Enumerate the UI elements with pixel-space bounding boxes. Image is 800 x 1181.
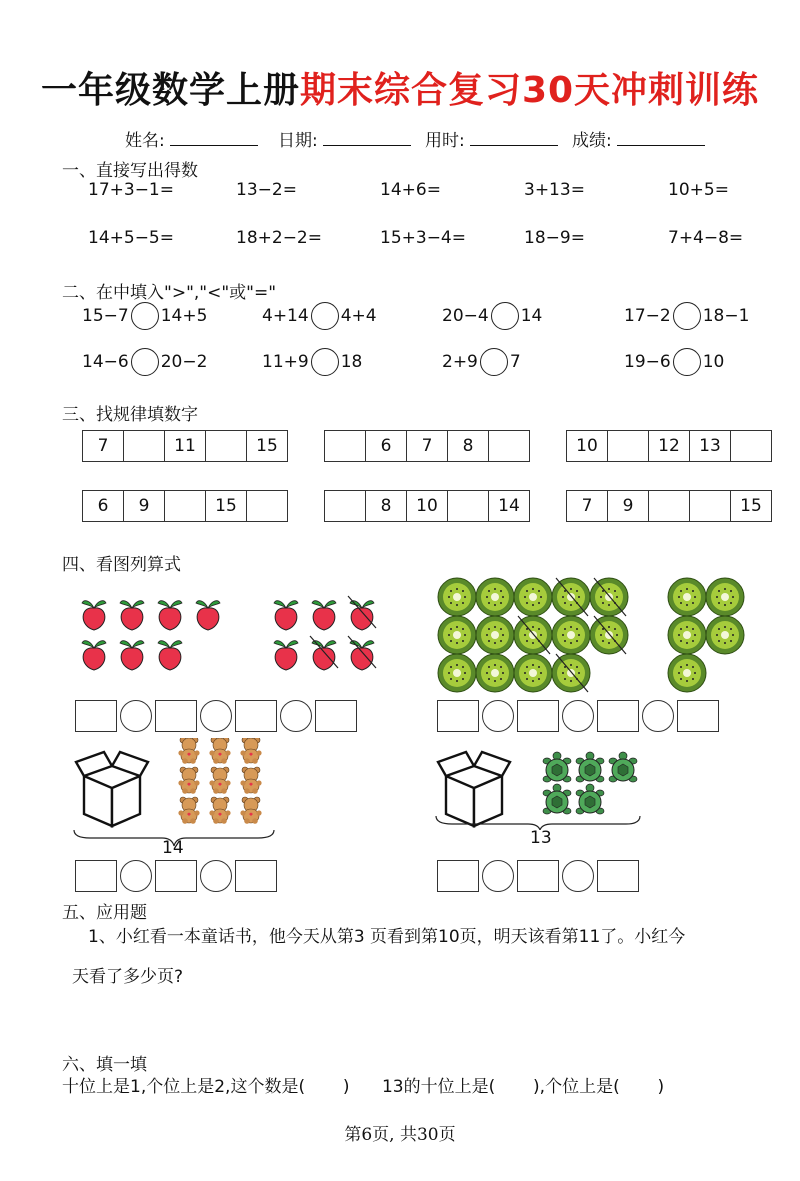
- teddy-bear-icon: [209, 767, 230, 794]
- comparison-left: 19−6: [624, 352, 671, 372]
- peach-icon: [82, 641, 106, 670]
- compare-circle[interactable]: [311, 348, 339, 376]
- section-6-heading: 六、填一填: [62, 1055, 147, 1075]
- answer-box[interactable]: [517, 860, 559, 892]
- page-title: [0, 62, 800, 113]
- kiwi-icon: [514, 616, 552, 654]
- operator-circle[interactable]: [200, 700, 232, 732]
- teddy-bear-icon: [178, 797, 199, 824]
- comparison-item: [442, 348, 521, 376]
- sequence-table: [566, 430, 772, 462]
- sequence-cell[interactable]: [165, 491, 206, 522]
- sequence-table: [324, 490, 530, 522]
- fill-line: 十位上是1,个位上是2,这个数是( ) 13的十位上是( ),个位上是( ): [62, 1077, 665, 1097]
- name-label: 姓名:: [125, 131, 165, 151]
- compare-circle[interactable]: [131, 302, 159, 330]
- answer-box[interactable]: [315, 700, 357, 732]
- answer-row-turtles: [437, 860, 639, 892]
- teddy-bear-icon: [209, 738, 230, 764]
- kiwi-icon: [668, 616, 706, 654]
- peach-icon: [120, 601, 144, 630]
- comparison-left: 17−2: [624, 306, 671, 326]
- teddy-bear-icon: [209, 797, 230, 824]
- compare-circle[interactable]: [131, 348, 159, 376]
- answer-box[interactable]: [517, 700, 559, 732]
- equation: 10+5=: [668, 180, 729, 200]
- comparison-left: 20−4: [442, 306, 489, 326]
- answer-box[interactable]: [677, 700, 719, 732]
- sequence-cell: 14: [489, 491, 530, 522]
- answer-box[interactable]: [437, 700, 479, 732]
- kiwi-icon: [438, 578, 476, 616]
- name-blank[interactable]: [170, 129, 258, 146]
- kiwi-icon: [590, 578, 628, 616]
- answer-box[interactable]: [437, 860, 479, 892]
- kiwi-icon: [476, 578, 514, 616]
- kiwi-icon: [590, 616, 628, 654]
- time-field: [425, 126, 558, 151]
- sequence-cell: 12: [649, 431, 690, 462]
- sequence-cell[interactable]: [325, 491, 366, 522]
- answer-box[interactable]: [75, 700, 117, 732]
- operator-circle[interactable]: [642, 700, 674, 732]
- title-red: 期末综合复习30天冲刺训练: [299, 70, 760, 111]
- kiwi-icon: [552, 616, 590, 654]
- compare-circle[interactable]: [491, 302, 519, 330]
- sequence-cell: 7: [567, 491, 608, 522]
- answer-row-bears: [75, 860, 277, 892]
- equation: 7+4−8=: [668, 228, 744, 248]
- peach-icon: [274, 601, 298, 630]
- section-2-heading: 二、在中填入">","<"或"=": [62, 283, 277, 303]
- peach-icon: [82, 601, 106, 630]
- compare-circle[interactable]: [673, 302, 701, 330]
- comparison-right: 14: [520, 306, 543, 326]
- sequence-cell: 15: [247, 431, 288, 462]
- equation: 14+5−5=: [88, 228, 174, 248]
- answer-box[interactable]: [155, 700, 197, 732]
- sequence-cell: 9: [608, 491, 649, 522]
- peach-icon: [312, 601, 336, 630]
- comparison-left: 15−7: [82, 306, 129, 326]
- comparison-item: [262, 302, 377, 330]
- sequence-cell: 9: [124, 491, 165, 522]
- equation: 3+13=: [524, 180, 585, 200]
- operator-circle[interactable]: [562, 700, 594, 732]
- comparison-right: 14+5: [160, 306, 208, 326]
- comparison-right: 18−1: [702, 306, 750, 326]
- bears-picture: [70, 738, 280, 848]
- answer-row-kiwi: [437, 700, 719, 732]
- sequence-cell[interactable]: [206, 431, 247, 462]
- peach-icon: [350, 601, 374, 630]
- answer-box[interactable]: [235, 860, 277, 892]
- sequence-table: [82, 490, 288, 522]
- date-blank[interactable]: [323, 129, 411, 146]
- turtles-picture: [432, 738, 647, 830]
- equation: 13−2=: [236, 180, 297, 200]
- turtle-icon: [576, 752, 604, 782]
- compare-circle[interactable]: [673, 348, 701, 376]
- date-field: [278, 126, 411, 151]
- box-icon: [76, 752, 148, 826]
- teddy-bear-icon: [240, 797, 261, 824]
- kiwi-icon: [668, 654, 706, 692]
- kiwi-icon: [706, 616, 744, 654]
- sequence-cell[interactable]: [124, 431, 165, 462]
- turtles-total: 13: [530, 828, 552, 848]
- turtle-icon: [543, 784, 571, 814]
- sequence-cell[interactable]: [690, 491, 731, 522]
- equation: 18+2−2=: [236, 228, 322, 248]
- comparison-item: [624, 348, 724, 376]
- sequence-cell: 13: [690, 431, 731, 462]
- comparison-left: 14−6: [82, 352, 129, 372]
- sequence-table: [566, 490, 772, 522]
- operator-circle[interactable]: [562, 860, 594, 892]
- sequence-cell: 10: [567, 431, 608, 462]
- sequence-cell[interactable]: [247, 491, 288, 522]
- answer-box[interactable]: [597, 860, 639, 892]
- teddy-bear-icon: [240, 767, 261, 794]
- comparison-left: 4+14: [262, 306, 309, 326]
- peach-icon: [158, 601, 182, 630]
- kiwi-icon: [706, 578, 744, 616]
- operator-circle[interactable]: [482, 700, 514, 732]
- comparison-item: [624, 302, 749, 330]
- kiwi-icon: [476, 616, 514, 654]
- problem-line-2: 天看了多少页?: [72, 967, 184, 987]
- sequence-table: [82, 430, 288, 462]
- fruit-picture: [70, 590, 390, 680]
- turtle-icon: [609, 752, 637, 782]
- section-3-heading: 三、找规律填数字: [62, 405, 198, 425]
- sequence-cell: 10: [407, 491, 448, 522]
- compare-circle[interactable]: [480, 348, 508, 376]
- sequence-cell: 15: [206, 491, 247, 522]
- equation: 15+3−4=: [380, 228, 466, 248]
- equation: 14+6=: [380, 180, 441, 200]
- kiwi-icon: [514, 578, 552, 616]
- problem-line-1: 1、小红看一本童话书，他今天从第3 页看到第10页，明天该看第11了。小红今: [88, 927, 686, 947]
- answer-box[interactable]: [155, 860, 197, 892]
- name-field: [125, 126, 258, 151]
- teddy-bear-icon: [178, 738, 199, 764]
- comparison-right: 7: [509, 352, 521, 372]
- operator-circle[interactable]: [280, 700, 312, 732]
- sequence-cell[interactable]: [325, 431, 366, 462]
- compare-circle[interactable]: [311, 302, 339, 330]
- sequence-cell[interactable]: [649, 491, 690, 522]
- box-icon: [438, 752, 510, 826]
- sequence-cell[interactable]: [448, 491, 489, 522]
- operator-circle[interactable]: [200, 860, 232, 892]
- peach-icon: [120, 641, 144, 670]
- sequence-cell[interactable]: [608, 431, 649, 462]
- sequence-table: [324, 430, 530, 462]
- comparison-right: 10: [702, 352, 725, 372]
- sequence-cell: 15: [731, 491, 772, 522]
- section-1-heading: 一、直接写出得数: [62, 161, 198, 181]
- peach-icon: [196, 601, 220, 630]
- bears-total: 14: [162, 838, 184, 858]
- peach-icon: [350, 641, 374, 670]
- sequence-cell[interactable]: [489, 431, 530, 462]
- operator-circle[interactable]: [482, 860, 514, 892]
- answer-box[interactable]: [75, 860, 117, 892]
- comparison-item: [442, 302, 542, 330]
- section-5-heading: 五、应用题: [62, 903, 147, 923]
- comparison-right: 20−2: [160, 352, 208, 372]
- sequence-cell: 8: [448, 431, 489, 462]
- teddy-bear-icon: [240, 738, 261, 764]
- sequence-cell[interactable]: [731, 431, 772, 462]
- kiwi-icon: [668, 578, 706, 616]
- kiwi-icon: [438, 654, 476, 692]
- score-label: 成绩:: [572, 131, 612, 151]
- time-label: 用时:: [425, 131, 465, 151]
- sequence-cell: 7: [407, 431, 448, 462]
- comparison-left: 2+9: [442, 352, 478, 372]
- score-field: [572, 126, 705, 151]
- peach-icon: [274, 641, 298, 670]
- sequence-cell: 6: [83, 491, 124, 522]
- turtle-icon: [576, 784, 604, 814]
- answer-row-fruit: [75, 700, 357, 732]
- section-4-heading: 四、看图列算式: [62, 555, 181, 575]
- comparison-left: 11+9: [262, 352, 309, 372]
- time-blank[interactable]: [470, 129, 558, 146]
- comparison-item: [82, 302, 207, 330]
- peach-icon: [158, 641, 182, 670]
- equation: 17+3−1=: [88, 180, 174, 200]
- equation: 18−9=: [524, 228, 585, 248]
- kiwi-icon: [438, 616, 476, 654]
- sequence-cell: 11: [165, 431, 206, 462]
- sequence-cell: 7: [83, 431, 124, 462]
- comparison-item: [82, 348, 207, 376]
- peach-icon: [312, 641, 336, 670]
- title-black: 一年级数学上册: [40, 70, 300, 111]
- answer-box[interactable]: [597, 700, 639, 732]
- page-footer: 第6页, 共30页: [344, 1125, 456, 1145]
- operator-circle[interactable]: [120, 860, 152, 892]
- score-blank[interactable]: [617, 129, 705, 146]
- kiwi-icon: [552, 654, 590, 692]
- comparison-right: 18: [340, 352, 363, 372]
- answer-box[interactable]: [235, 700, 277, 732]
- operator-circle[interactable]: [120, 700, 152, 732]
- kiwi-icon: [514, 654, 552, 692]
- comparison-item: [262, 348, 362, 376]
- comparison-right: 4+4: [340, 306, 377, 326]
- teddy-bear-icon: [178, 767, 199, 794]
- sequence-cell: 8: [366, 491, 407, 522]
- kiwi-icon: [552, 578, 590, 616]
- turtle-icon: [543, 752, 571, 782]
- kiwi-icon: [476, 654, 514, 692]
- kiwi-picture: [432, 572, 752, 694]
- sequence-cell: 6: [366, 431, 407, 462]
- date-label: 日期:: [278, 131, 318, 151]
